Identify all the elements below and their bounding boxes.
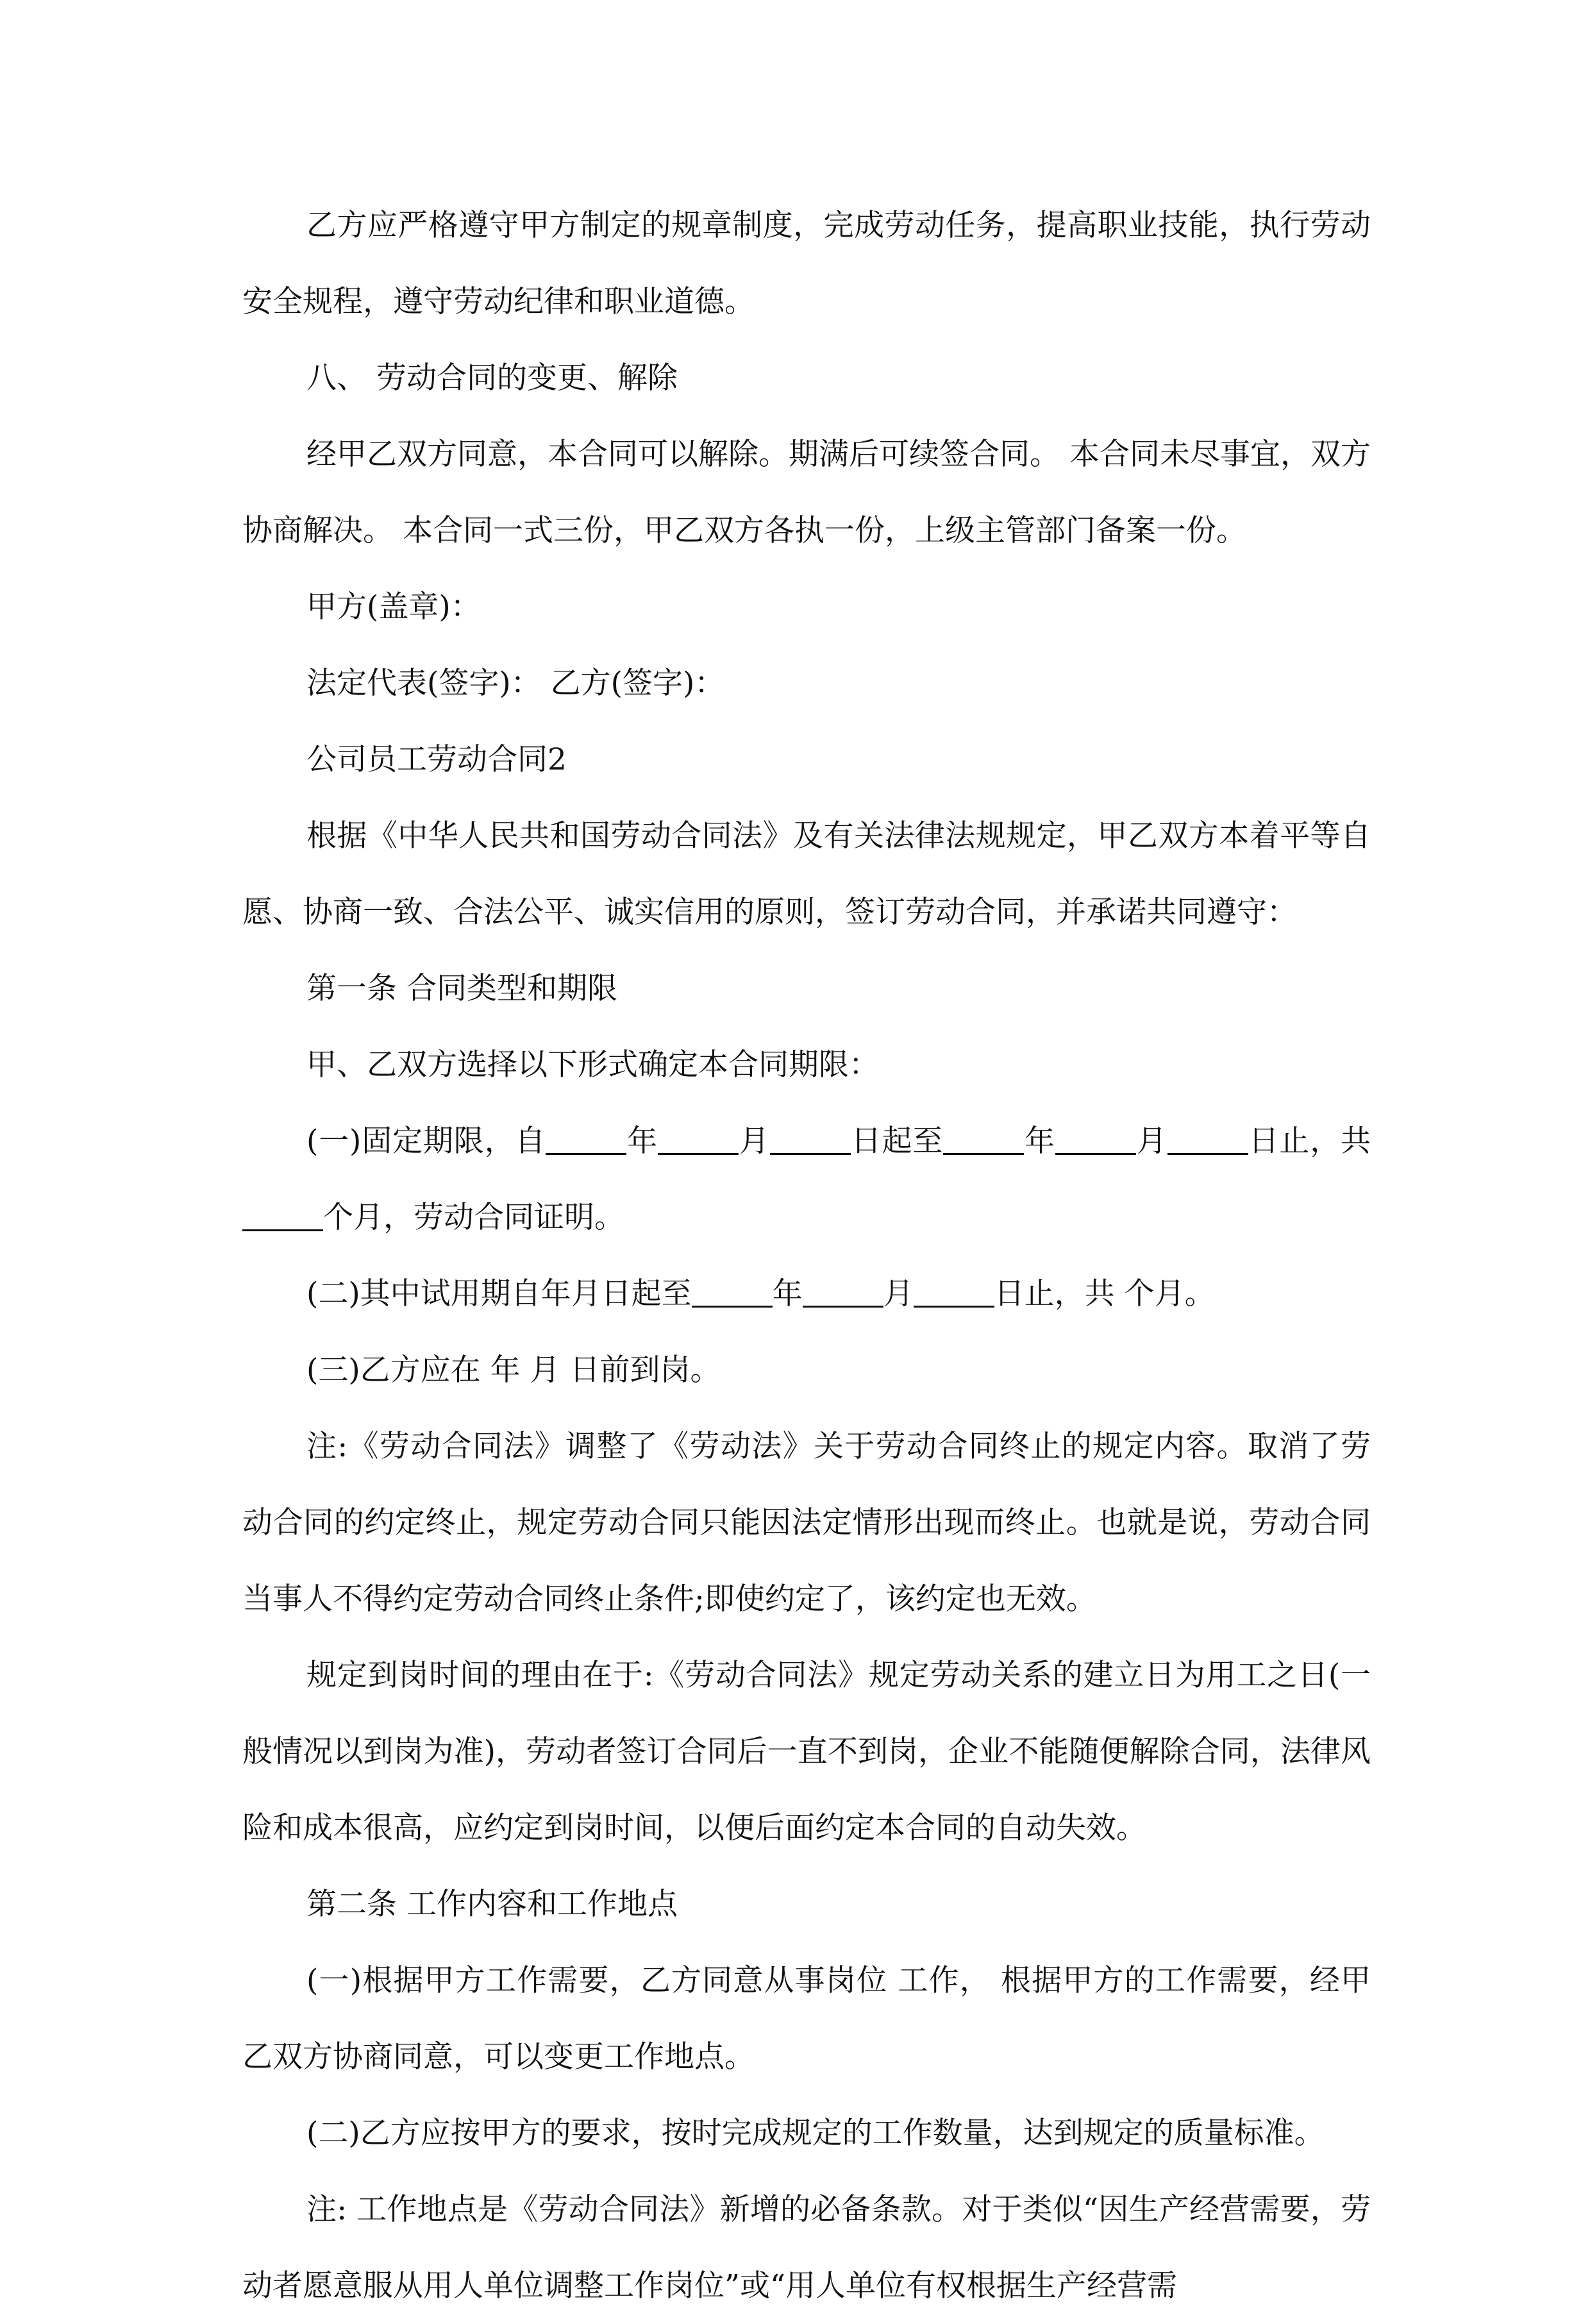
fixed-term-month-label: 月 — [739, 1124, 770, 1159]
probation-prefix: (二)其中试用期自年月日起至 — [306, 1276, 692, 1311]
blank-field — [1167, 1123, 1248, 1155]
blank-field — [658, 1123, 739, 1155]
signature-line: 法定代表(签字)： 乙方(签字)： — [306, 666, 725, 701]
note-termination: 注:《劳动合同法》调整了《劳动法》关于劳动合同终止的规定内容。取消了劳动合同的约定终止，规定劳动合同只能因法定情形出现而终止。也就是说，劳动合同当事人不得约定劳动合同终止条件;即使约定了，该约定也无效。 — [242, 1429, 1371, 1617]
article-2-heading: 第二条 工作内容和工作地点 — [306, 1887, 678, 1922]
blank-field — [914, 1276, 994, 1308]
fixed-term-total-suffix: 个月，劳动合同证明。 — [323, 1200, 624, 1235]
fixed-term-prefix: (一)固定期限，自 — [306, 1124, 546, 1159]
paragraph-job-position: (一)根据甲方工作需要，乙方同意从事岗位 工作， 根据甲方的工作需要，经甲乙双方协商同意，可以变更工作地点。 — [242, 1963, 1371, 2075]
party-a-seal-line: 甲方(盖章)： — [306, 589, 481, 625]
probation-suffix: 日止，共 个月。 — [994, 1276, 1215, 1311]
blank-field — [692, 1276, 773, 1308]
fixed-term-year2-label: 年 — [1024, 1124, 1055, 1159]
fixed-term-day-from: 日起至 — [850, 1124, 944, 1159]
contract-title-2: 公司员工劳动合同2 — [306, 742, 567, 777]
paragraph-report-reason: 规定到岗时间的理由在于:《劳动合同法》规定劳动关系的建立日为用工之日(一般情况以到岗为准)，劳动者签订合同后一直不到岗，企业不能随便解除合同，法律风险和成本很高，应约定到岗时间，以便后面约定本合同的自动失效。 — [242, 1658, 1371, 1846]
fixed-term-day-to: 日止， — [1248, 1124, 1341, 1159]
blank-field — [546, 1123, 626, 1155]
paragraph-term-choice: 甲、乙双方选择以下形式确定本合同期限： — [306, 1047, 879, 1082]
blank-field — [242, 1199, 323, 1231]
contract-body — [242, 187, 1371, 2324]
paragraph-report-date: (三)乙方应在 年 月 日前到岗。 — [306, 1352, 721, 1388]
note-work-location: 注: 工作地点是《劳动合同法》新增的必备条款。对于类似“因生产经营需要，劳动者愿意服从用人单位调整工作岗位”或“用人单位有权根据生产经营需 — [242, 2192, 1371, 2303]
section-heading-8: 八、 劳动合同的变更、解除 — [306, 360, 678, 396]
blank-field — [803, 1276, 883, 1308]
fixed-term-month2-label: 月 — [1135, 1124, 1167, 1159]
probation-year-label: 年 — [772, 1276, 803, 1311]
paragraph-probation — [242, 1256, 1371, 1332]
blank-field — [943, 1123, 1024, 1155]
blank-field — [770, 1123, 851, 1155]
fixed-term-year-label: 年 — [626, 1124, 658, 1159]
paragraph-fixed-term — [242, 1103, 1371, 1256]
probation-month-label: 月 — [883, 1276, 914, 1311]
paragraph-preamble: 根据《中华人民共和国劳动合同法》及有关法律法规规定，甲乙双方本着平等自愿、协商一致、合法公平、诚实信用的原则，签订劳动合同，并承诺共同遵守： — [242, 818, 1371, 930]
fixed-term-total-prefix: 共 — [1341, 1124, 1371, 1159]
paragraph-work-quality: (二)乙方应按甲方的要求，按时完成规定的工作数量，达到规定的质量标准。 — [306, 2116, 1325, 2151]
article-1-heading: 第一条 合同类型和期限 — [306, 971, 617, 1006]
paragraph-obligations: 乙方应严格遵守甲方制定的规章制度，完成劳动任务，提高职业技能，执行劳动安全规程，遵守劳动纪律和职业道德。 — [242, 208, 1371, 319]
paragraph-termination: 经甲乙双方同意，本合同可以解除。期满后可续签合同。 本合同未尽事宜，双方协商解决。 本合同一式三份，甲乙双方各执一份，上级主管部门备案一份。 — [242, 437, 1371, 548]
blank-field — [1055, 1123, 1136, 1155]
